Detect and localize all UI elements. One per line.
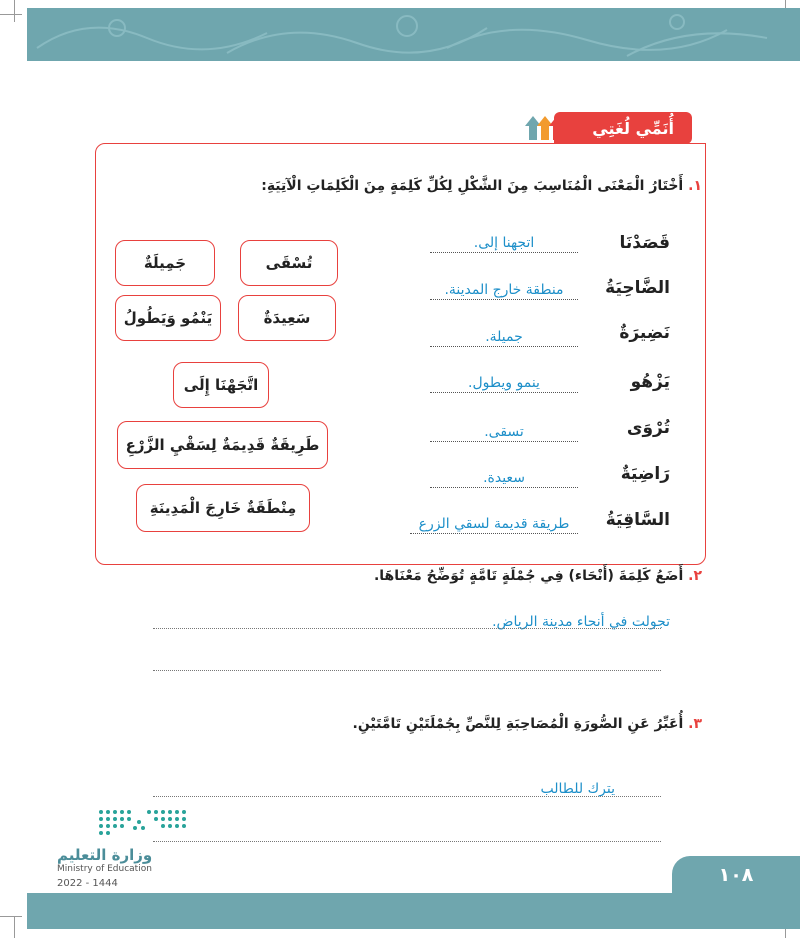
ministry-name-ar: وزارة التعليم xyxy=(57,846,153,864)
question-text: أَضَعُ كَلِمَةَ (أَنْحَاء) فِي جُمْلَةٍ تَامَّةٍ تُوَضِّحُ مَعْنَاهَا. xyxy=(373,568,684,584)
answer-blank[interactable]: تسقى. xyxy=(430,424,578,442)
writing-line[interactable] xyxy=(153,628,661,629)
vocab-word: رَاضِيَةٌ xyxy=(620,464,670,484)
option-shape: سَعِيدَةٌ xyxy=(238,295,336,341)
option-shape: اتَّجَهْنَا إِلَى xyxy=(173,362,269,408)
question-number: ٢. xyxy=(688,568,702,584)
writing-line[interactable] xyxy=(153,796,661,797)
vocab-word: قَصَدْنَا xyxy=(619,233,670,253)
question-number: ٣. xyxy=(688,716,702,732)
writing-line[interactable] xyxy=(153,841,661,842)
vocab-word: نَضِيرَةٌ xyxy=(619,323,670,343)
ministry-name-en: Ministry of Education xyxy=(57,864,152,874)
answer-blank[interactable]: جميلة. xyxy=(430,329,578,347)
vocab-word: تُرْوَى xyxy=(626,418,670,438)
answer-blank[interactable]: طريقة قديمة لسقي الزرع xyxy=(410,516,578,534)
crop-mark xyxy=(0,916,22,917)
header-band xyxy=(27,8,800,61)
answer-blank[interactable]: سعيدة. xyxy=(430,470,578,488)
calligraphy-pattern xyxy=(27,8,800,61)
option-shape: مِنْطَقَةٌ خَارِجَ الْمَدِينَةِ xyxy=(136,484,310,532)
question-1-prompt xyxy=(261,178,702,194)
writing-line[interactable] xyxy=(153,670,661,671)
answer-blank[interactable]: اتجهنا إلى. xyxy=(430,235,578,253)
ministry-logo-icon xyxy=(57,808,189,842)
answer-text: يترك للطالب xyxy=(540,781,615,797)
question-3-prompt xyxy=(353,716,702,732)
answer-blank[interactable]: منطقة خارج المدينة. xyxy=(430,282,578,300)
section-label: أُنَمِّي لُغَتِي xyxy=(554,112,692,144)
option-shape: جَمِيلَةٌ xyxy=(115,240,215,286)
question-text: أَخْتَارُ الْمَعْنَى الْمُنَاسِبَ مِنَ الشَّكْلِ لِكُلِّ كَلِمَةٍ مِنَ الْكَلِمَاتِ الْآتِيَةِ: xyxy=(261,178,684,194)
vocab-word: يَزْهُو xyxy=(630,372,670,392)
question-number: ١. xyxy=(688,178,702,194)
option-shape: يَنْمُو وَيَطُولُ xyxy=(115,295,221,341)
crop-mark xyxy=(0,14,22,15)
vocab-word: الضَّاحِيَةُ xyxy=(605,278,670,298)
page-number: ١٠٨ xyxy=(672,856,800,893)
footer-band xyxy=(27,893,800,929)
answer-text: تجولت في أنحاء مدينة الرياض. xyxy=(492,614,670,630)
question-2-prompt xyxy=(374,568,702,584)
answer-blank[interactable]: ينمو ويطول. xyxy=(430,375,578,393)
option-shape: تُسْقَى xyxy=(240,240,338,286)
vocab-word: السَّاقِيَةُ xyxy=(605,510,670,530)
question-text: أُعَبِّرُ عَنِ الصُّورَةِ الْمُصَاحِبَةِ لِلنَّصِّ بِجُمْلَتَيْنِ تَامَّتَيْنِ. xyxy=(352,716,684,732)
crop-mark xyxy=(14,0,15,22)
option-shape: طَرِيقَةٌ قَدِيمَةٌ لِسَقْيِ الزَّرْعِ xyxy=(117,421,328,469)
edition-year: 2022 - 1444 xyxy=(57,878,118,889)
crop-mark xyxy=(14,916,15,938)
